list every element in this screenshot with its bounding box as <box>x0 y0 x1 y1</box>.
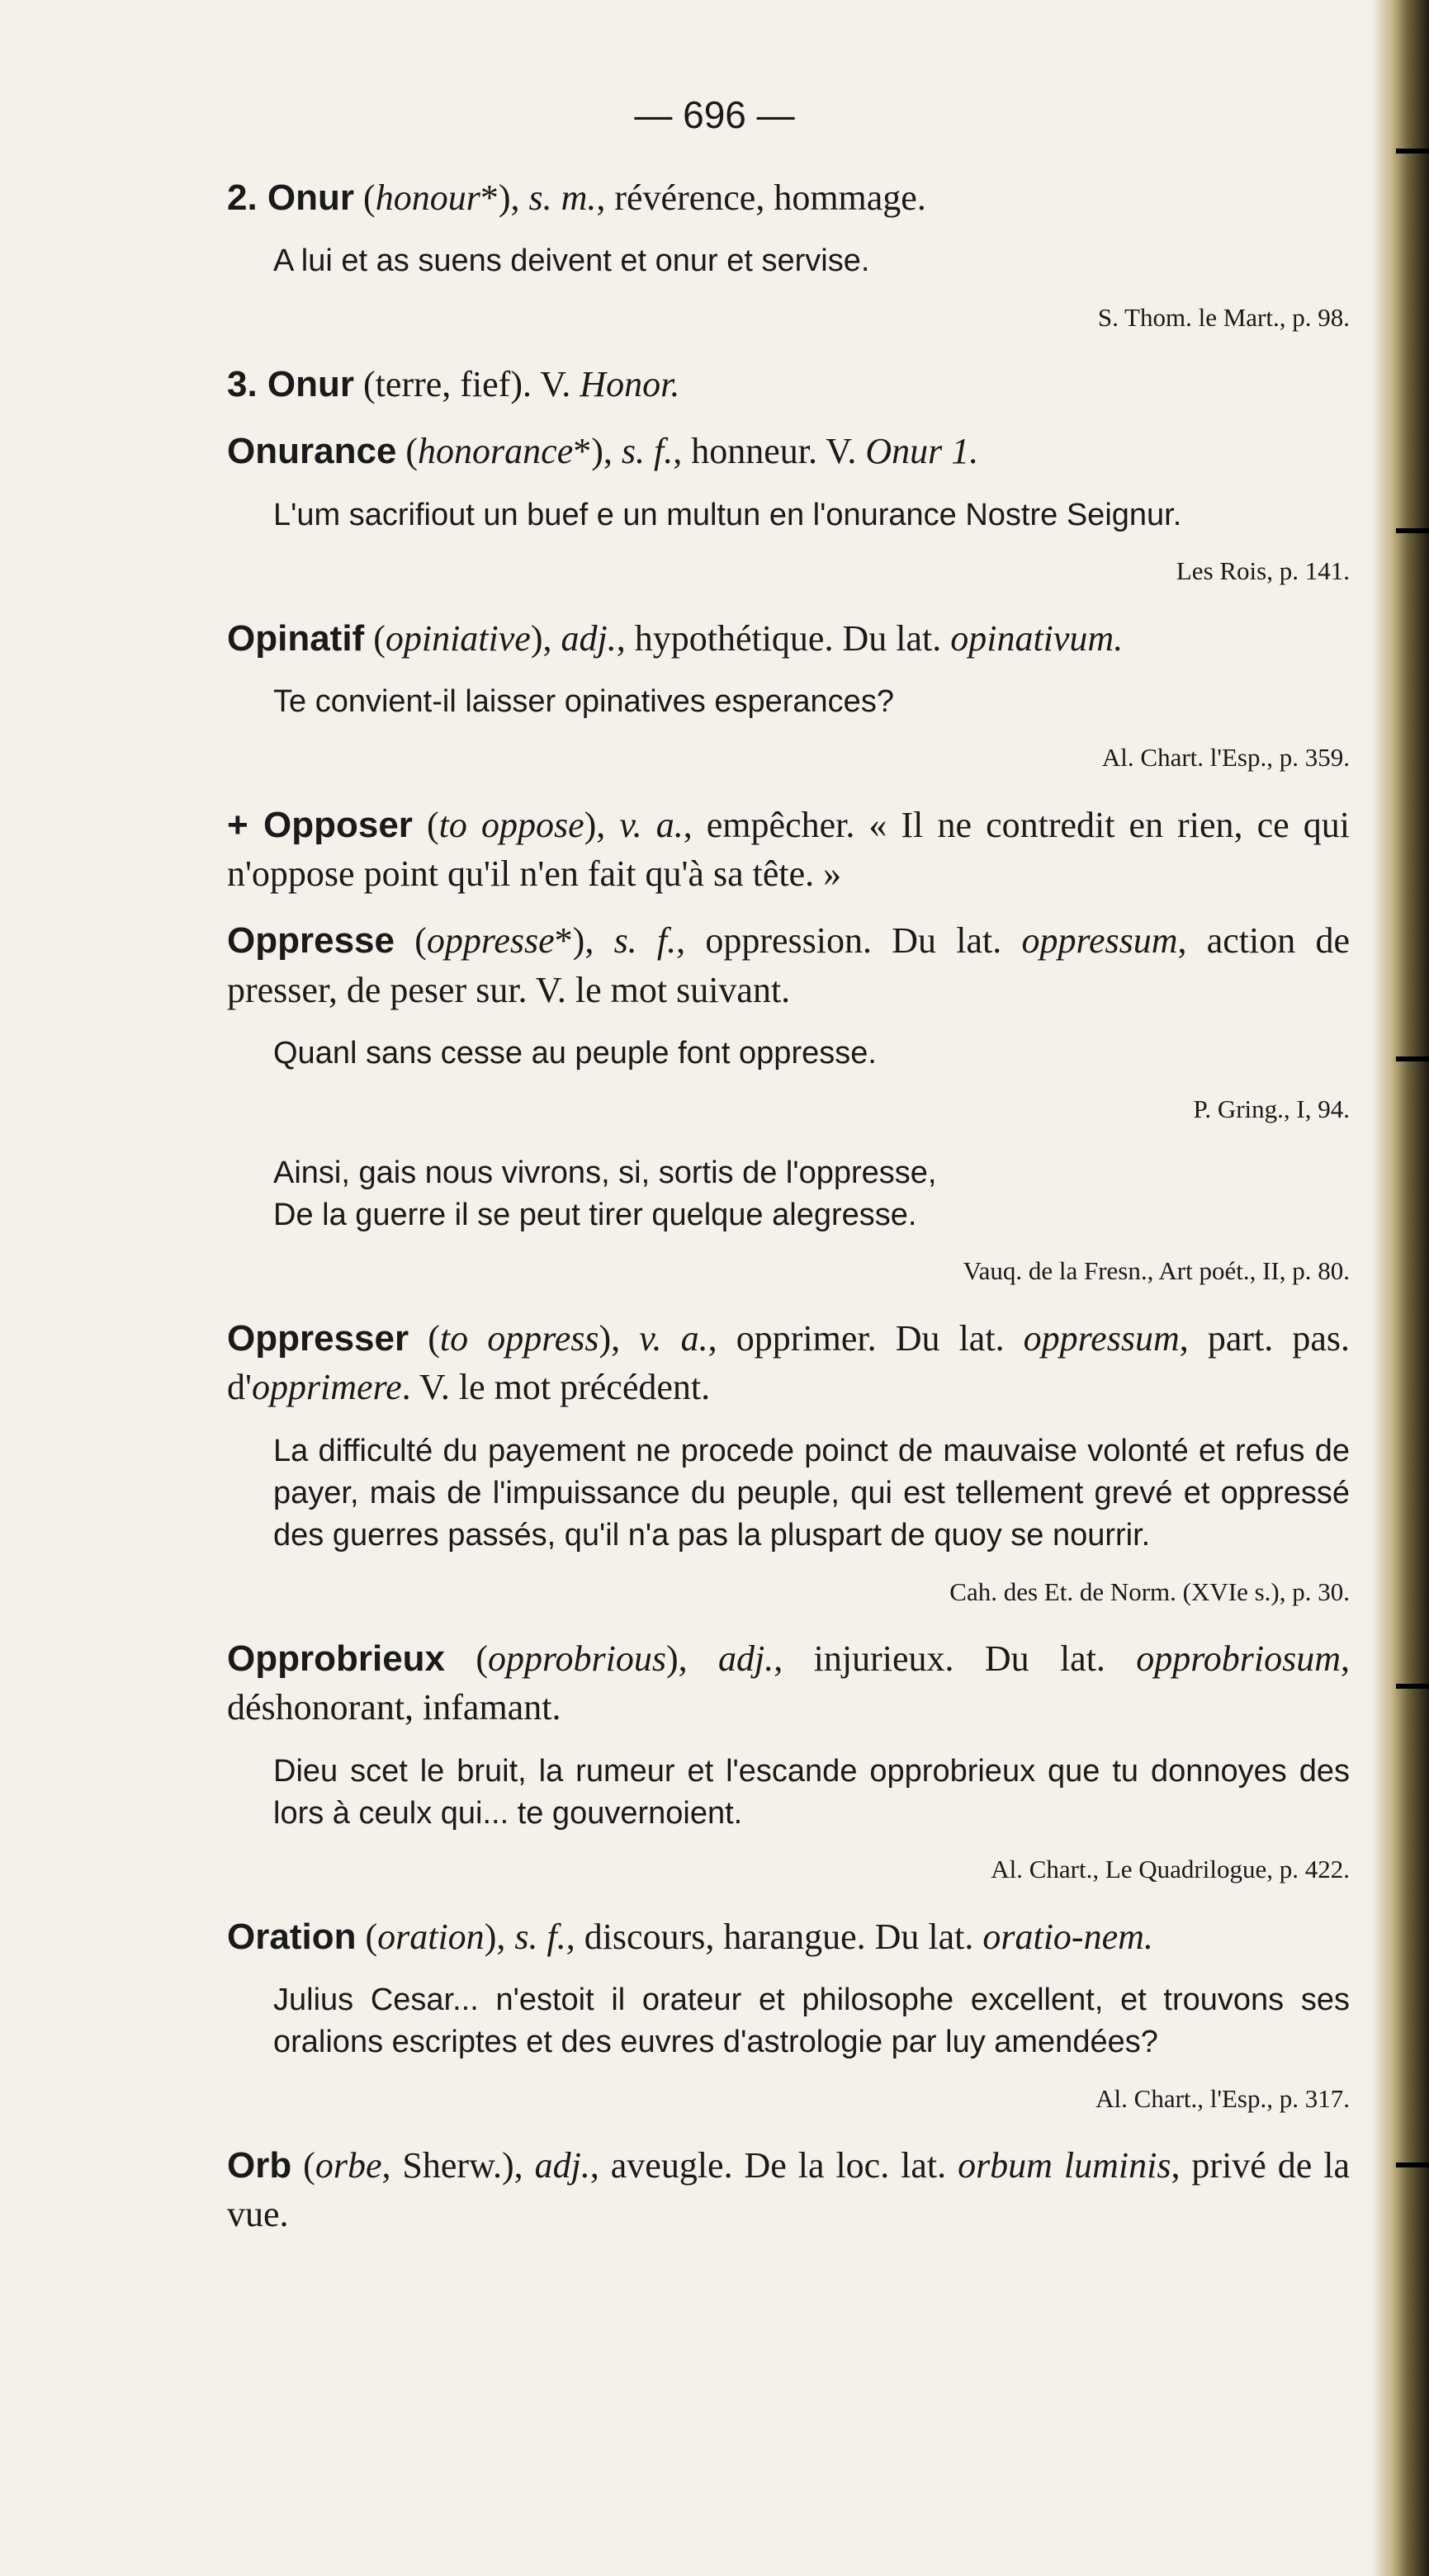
dictionary-entry <box>227 1912 1350 1961</box>
entry-definition-part: s. f. <box>621 431 674 472</box>
citation-line: De la guerre il se peut tirer quelque alegresse. <box>273 1198 917 1233</box>
citation-line: Te convient-il laisser opinatives esperances? <box>273 683 894 719</box>
entry-definition-part: ( <box>396 431 419 472</box>
entry-headword: Orb <box>227 2145 292 2186</box>
entry-definition-part: ( <box>291 2145 315 2186</box>
entry-definition-part: , honneur. V. <box>673 431 866 472</box>
entry-definition-part: ), <box>484 1916 515 1957</box>
entry-definition-part: opiniative <box>385 617 531 659</box>
page-number: — 696 — <box>634 93 795 136</box>
entry-definition-part: oppressum <box>1021 920 1178 962</box>
citation-source: P. Gring., I, 94. <box>1193 1094 1350 1124</box>
entry-definition-part: , Sherw.), <box>381 2145 535 2186</box>
edge-mark <box>1396 149 1429 154</box>
entry-headword: + Opposer <box>227 804 413 845</box>
dictionary-entry <box>227 2141 1350 2239</box>
entry-definition-part: , empêcher. « Il ne contredit en rien, ce qui n'oppose point qu'il n'en fait qu'à sa tête. » <box>227 804 1350 895</box>
entry-headword: Opprobrieux <box>227 1638 446 1679</box>
dictionary-entry <box>227 1634 1350 1732</box>
entry-definition-part: orbum luminis <box>958 2145 1171 2186</box>
citation-quote <box>227 1979 1350 2064</box>
entry-definition-part: opinativum. <box>950 617 1124 659</box>
entry-definition-part: v. a. <box>639 1317 708 1359</box>
entry-definition-part: adj. <box>534 2145 590 2186</box>
entry-headword: 2. Onur <box>227 177 355 218</box>
entry-headword: Oration <box>227 1916 357 1957</box>
entry-definition-part: ( <box>394 920 427 962</box>
entry-definition-part: s. m. <box>528 177 597 218</box>
entry-definition-part: honorance <box>418 431 574 472</box>
dictionary-entry <box>227 427 1350 475</box>
entry-definition-part: , aveugle. De la loc. lat. <box>589 2145 958 2186</box>
edge-mark <box>1396 1684 1429 1689</box>
entry-headword: Oppresser <box>227 1317 409 1359</box>
entry-definition-part: , oppression. Du lat. <box>676 920 1022 962</box>
dictionary-entry <box>227 360 1350 409</box>
entry-headword: 3. Onur <box>227 364 355 405</box>
edge-mark <box>1396 2162 1429 2167</box>
entry-definition-part: adj. <box>561 617 617 659</box>
entry-definition-part: ( <box>354 177 376 218</box>
entry-definition-part: v. a. <box>619 804 684 845</box>
entry-definition-part: honour <box>375 177 480 218</box>
entry-definition-part: oration <box>377 1916 485 1957</box>
citation-quote <box>227 1430 1350 1557</box>
entry-definition-part: to oppress <box>439 1317 599 1359</box>
entry-definition-part: . V. le mot précédent. <box>401 1367 711 1408</box>
entry-definition-part: (terre, fief). V. <box>354 364 580 405</box>
entry-definition-part: opprobriosum <box>1136 1638 1341 1679</box>
citation-line: Quanl sans cesse au peuple font oppresse. <box>273 1036 877 1071</box>
text-column <box>227 173 1350 2257</box>
entry-definition-part: ( <box>445 1638 489 1679</box>
entry-definition-part: , révérence, hommage. <box>596 177 926 218</box>
edge-mark <box>1396 528 1429 533</box>
citation-source: Al. Chart. l'Esp., p. 359. <box>1101 743 1350 773</box>
entry-definition-part: ), <box>666 1638 719 1679</box>
dictionary-entry <box>227 801 1350 899</box>
edge-mark <box>1396 1056 1429 1061</box>
entry-definition-part: s. f. <box>514 1916 566 1957</box>
entry-definition-part: orbe <box>315 2145 382 2186</box>
citation-source: Vauq. de la Fresn., Art poét., II, p. 80. <box>963 1256 1350 1286</box>
citation-quote <box>227 1152 1350 1237</box>
citation-source: S. Thom. le Mart., p. 98. <box>1097 302 1350 332</box>
entry-definition-part: oppresse <box>426 920 555 962</box>
entry-definition-part: ), <box>584 804 620 845</box>
citation-line: Ainsi, gais nous vivrons, si, sortis de l'oppresse, <box>273 1155 937 1190</box>
citation-source: Al. Chart., l'Esp., p. 317. <box>1095 2083 1350 2113</box>
citation-line: Julius Cesar... n'estoit il orateur et philosophe excellent, et trouvons ses oralions escriptes et des euvres d'astrologie par luy amendées? <box>273 1983 1350 2060</box>
entry-definition-part: ), <box>530 617 561 659</box>
entry-definition-part: adj. <box>718 1638 774 1679</box>
entry-definition-part: oratio-nem. <box>982 1916 1153 1957</box>
entry-definition-part: , part. pas. d' <box>227 1317 1350 1408</box>
entry-definition-part: ), <box>599 1317 640 1359</box>
entry-definition-part: ( <box>412 804 439 845</box>
page-edge-shadow <box>1371 0 1429 2576</box>
entry-definition-part: ( <box>364 617 386 659</box>
entry-definition-part: *), <box>554 920 614 962</box>
entry-definition-part: oppressum <box>1023 1317 1180 1359</box>
entry-headword: Onurance <box>227 431 397 472</box>
dictionary-entry <box>227 173 1350 222</box>
citation-quote <box>227 681 1350 723</box>
citation-source: Les Rois, p. 141. <box>1176 556 1350 586</box>
entry-definition-part: , privé de la vue. <box>227 2145 1350 2235</box>
citation-quote <box>227 240 1350 282</box>
citation-line: Dieu scet le bruit, la rumeur et l'escande opprobrieux que tu donnoyes des lors à ceulx qui... te gouvernoient. <box>273 1753 1350 1831</box>
citation-source: Cah. des Et. de Norm. (XVIe s.), p. 30. <box>949 1576 1350 1606</box>
citation-source: Al. Chart., Le Quadrilogue, p. 422. <box>991 1855 1350 1884</box>
citation-line: A lui et as suens deivent et onur et servise. <box>273 243 870 279</box>
citation-line: La difficulté du payement ne procede poinct de mauvaise volonté et refus de payer, mais de l'impuissance du peuple, qui est tellement grevé et oppressé des guerres passés, qu'il n'a pas la pluspart de quoy se nourrir. <box>273 1433 1350 1553</box>
entry-definition-part: , opprimer. Du lat. <box>707 1317 1024 1359</box>
dictionary-entry <box>227 614 1350 663</box>
citation-quote <box>227 1751 1350 1836</box>
entry-definition-part: *), <box>480 177 529 218</box>
entry-definition-part: s. f. <box>613 920 677 962</box>
entry-definition-part: , injurieux. Du lat. <box>774 1638 1137 1679</box>
entry-headword: Oppresse <box>227 920 395 962</box>
entry-definition-part: opprimere <box>251 1367 402 1408</box>
entry-definition-part: ( <box>356 1916 378 1957</box>
entry-definition-part: to oppose <box>438 804 584 845</box>
entry-definition-part: , hypothétique. Du lat. <box>616 617 951 659</box>
entry-headword: Opinatif <box>227 617 365 659</box>
citation-line: L'um sacrifiout un buef e un multun en l'onurance Nostre Seignur. <box>273 497 1182 532</box>
entry-definition-part: , discours, harangue. Du lat. <box>565 1916 983 1957</box>
entry-definition-part: Onur 1. <box>865 431 979 472</box>
citation-quote <box>227 494 1350 536</box>
dictionary-entry <box>227 916 1350 1014</box>
entry-definition-part: opprobrious <box>488 1638 667 1679</box>
entry-definition-part: ( <box>409 1317 440 1359</box>
entry-definition-part: *), <box>573 431 622 472</box>
citation-quote <box>227 1033 1350 1075</box>
entry-definition-part: , déshonorant, infamant. <box>227 1638 1351 1728</box>
dictionary-entry <box>227 1314 1350 1412</box>
entry-definition-part: Honor. <box>580 364 680 405</box>
entry-definition-part: , action de presser, de peser sur. V. le mot suivant. <box>227 920 1351 1010</box>
